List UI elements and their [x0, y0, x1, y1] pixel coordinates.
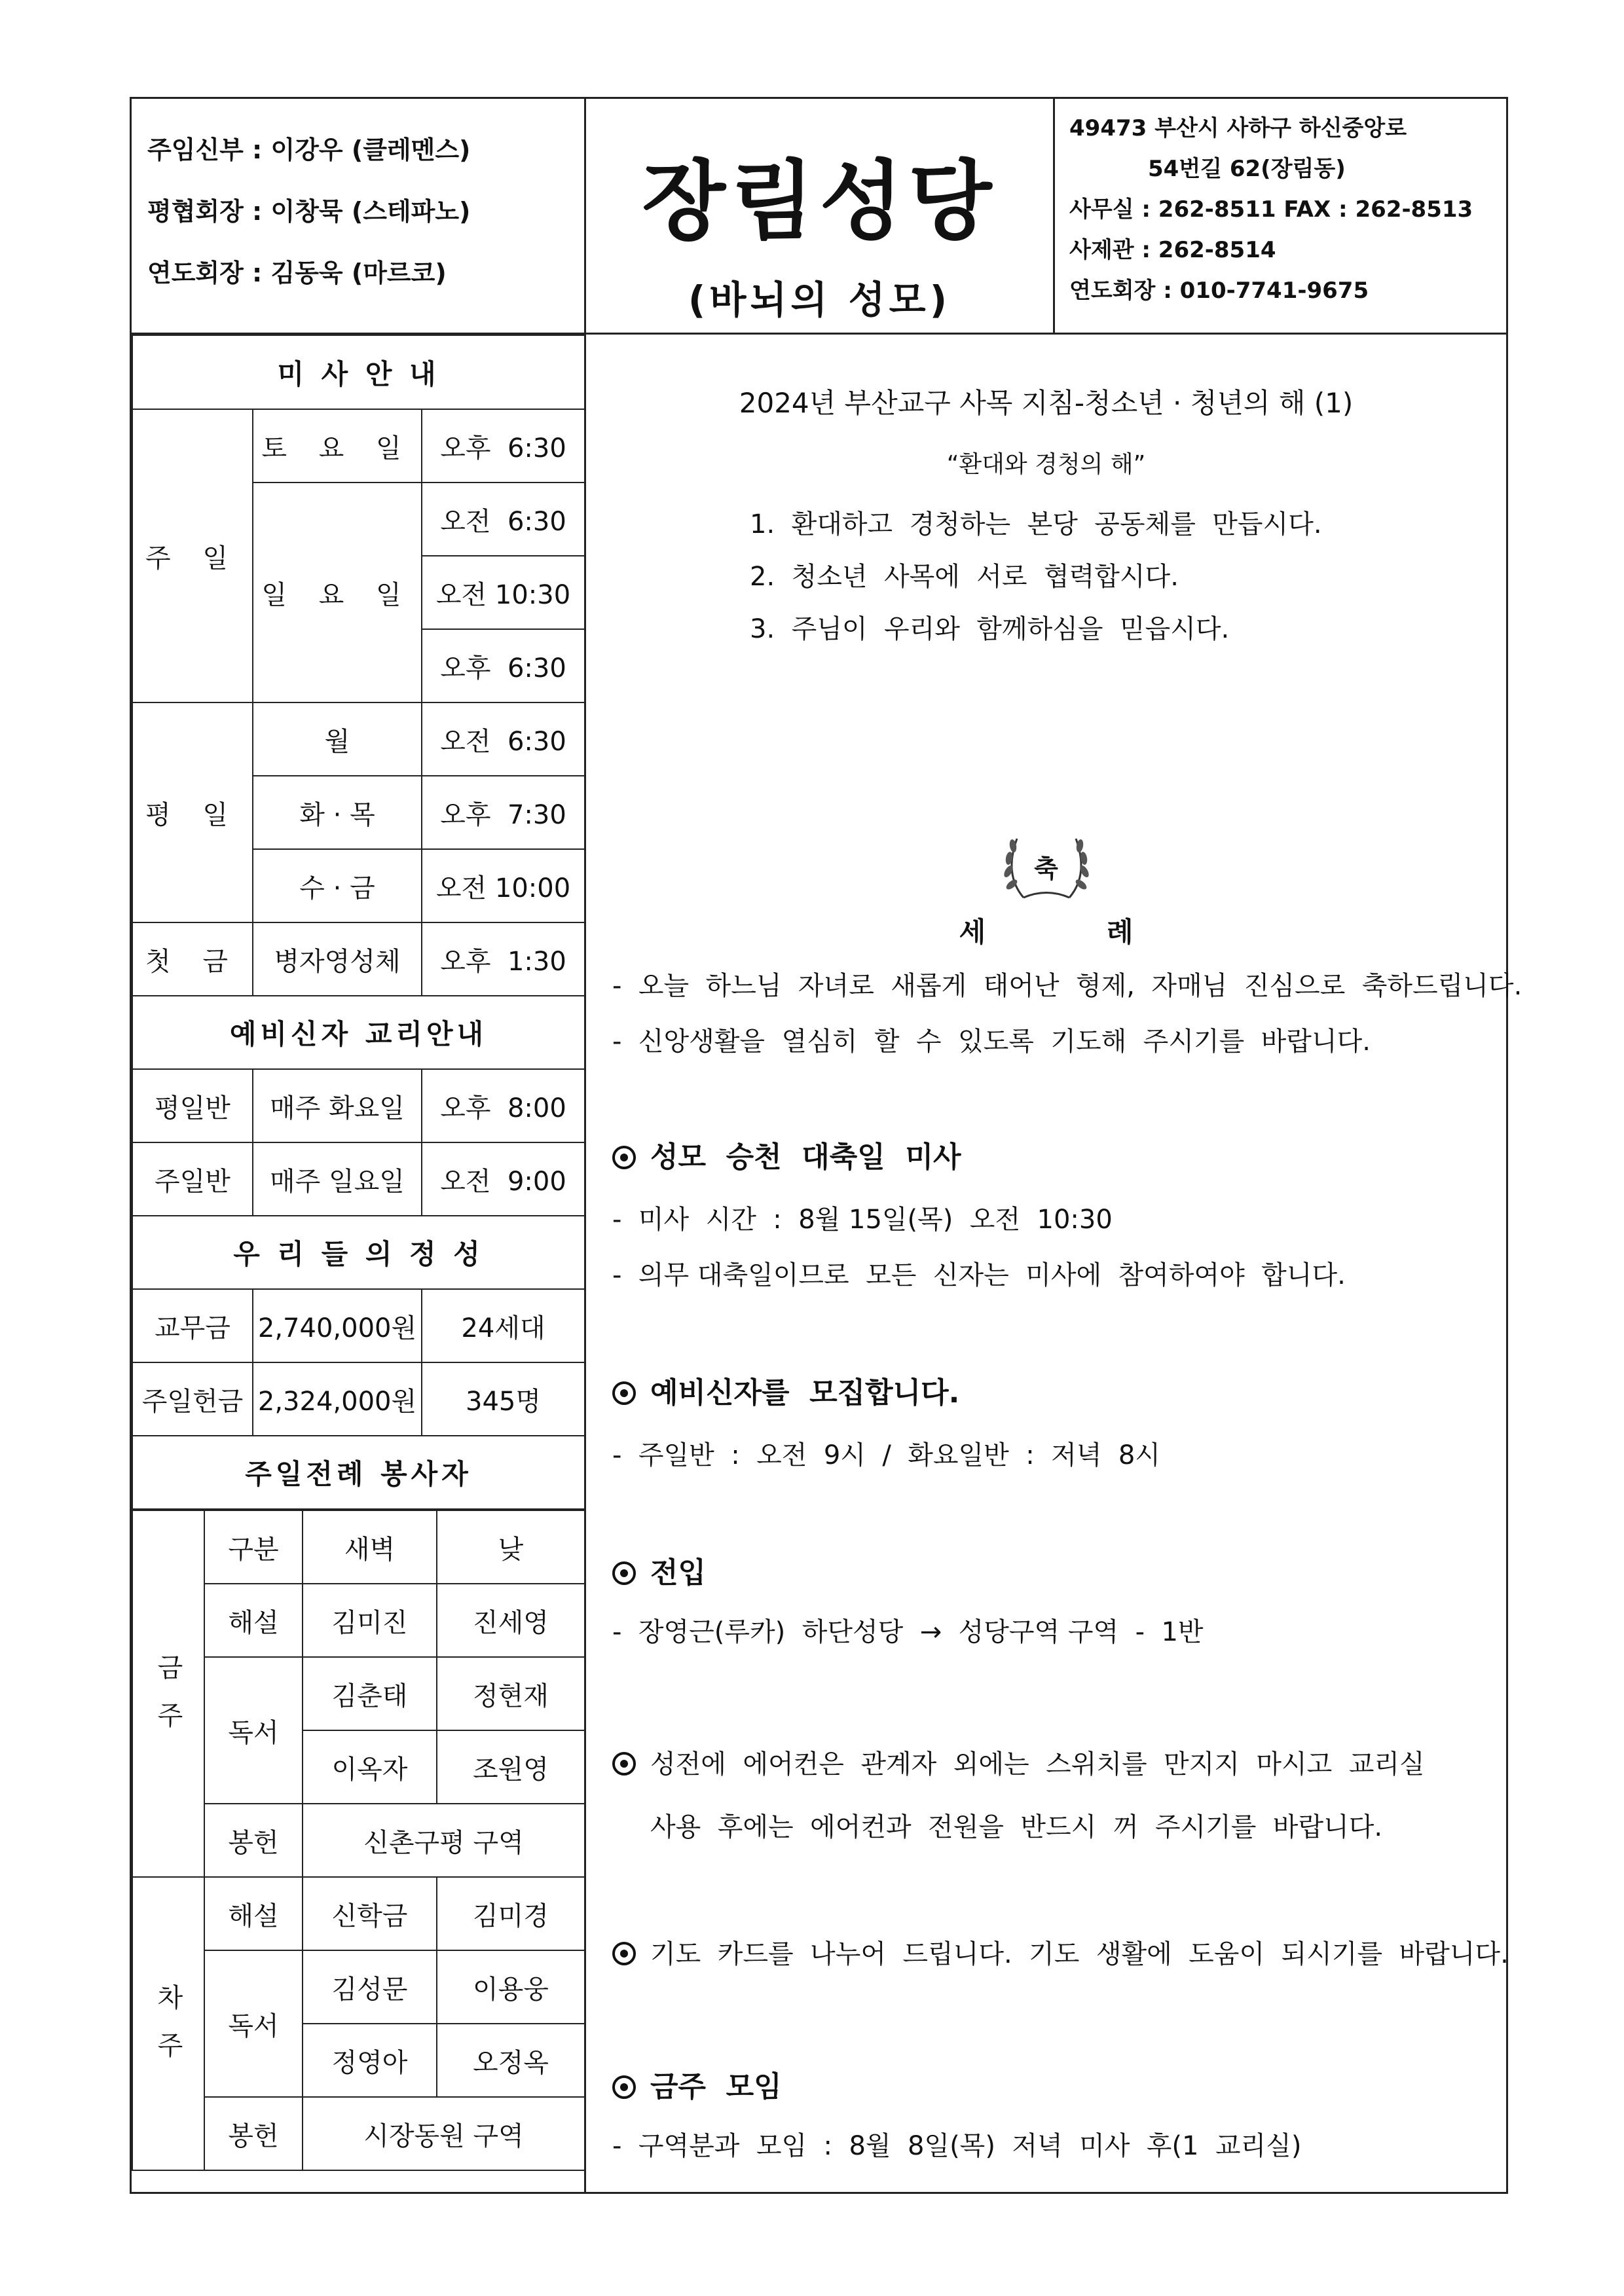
info-table: [132, 335, 585, 1510]
mass-day: 화 · 목: [253, 776, 422, 849]
aircon-line2: 사용 후에는 에어컨과 전원을 반드시 꺼 주시기를 바랍니다.: [650, 1812, 1383, 1842]
bullet-icon: [612, 1561, 636, 1585]
minister-name: 김미진: [303, 1584, 437, 1657]
weekday-label: 평 일: [132, 702, 253, 922]
baptism-title-right: 례: [1106, 916, 1134, 948]
minister-col-day: 낮: [437, 1510, 585, 1584]
role-label: 독서: [204, 1657, 303, 1804]
role-label: 해설: [204, 1877, 303, 1950]
catechumen-label: 평일반: [132, 1069, 253, 1142]
offering-label: 주일헌금: [132, 1362, 253, 1436]
minister-name: 김미경: [437, 1877, 585, 1950]
minister-name: 정영아: [303, 2024, 437, 2097]
council-president: 평협회장 : 이창묵 (스테파노): [147, 197, 471, 226]
this-week-label: 금 주: [132, 1510, 204, 1877]
mass-time: 오전 10:00: [422, 849, 585, 922]
pastoral-item: 1. 환대하고 경청하는 본당 공동체를 만듭시다.: [750, 509, 1322, 539]
baptism-line: - 신앙생활을 열심히 할 수 있도록 기도해 주시기를 바랍니다.: [612, 1027, 1371, 1057]
right-column: [586, 335, 1522, 2192]
address-line1: 49473 부산시 사하구 하신중앙로: [1069, 115, 1407, 141]
mass-time: 오후 6:30: [422, 629, 585, 702]
parish-title-block: [586, 99, 1055, 333]
catechumen-day: 매주 화요일: [253, 1069, 422, 1142]
offering-amount: 2,740,000원: [253, 1289, 422, 1362]
assumption-line: - 미사 시간 : 8월 15일(목) 오전 10:30: [612, 1205, 1113, 1235]
mass-time: 오후 1:30: [422, 922, 585, 996]
bullet-icon: [612, 1752, 636, 1776]
assumption-title: 성모 승천 대축일 미사: [650, 1140, 961, 1174]
bullet-icon: [612, 1942, 636, 1965]
prayer-card-line: 기도 카드를 나누어 드립니다. 기도 생활에 도움이 되시기를 바랍니다.: [650, 1939, 1509, 1969]
ministers-title: 주일전례 봉사자: [132, 1436, 585, 1509]
offering-count: 345명: [422, 1362, 585, 1436]
transfer-title: 전입: [650, 1556, 707, 1590]
pastoral-item: 3. 주님이 우리와 함께하심을 믿읍시다.: [750, 614, 1230, 644]
mass-time: 오전 6:30: [422, 702, 585, 776]
offering-district: 신촌구평 구역: [303, 1804, 585, 1877]
aircon-notice: [612, 1743, 1425, 1781]
recruit-line: - 주일반 : 오전 9시 / 화요일반 : 저녁 8시: [612, 1440, 1160, 1470]
mass-day: 병자영성체: [253, 922, 422, 996]
meeting-title: 금주 모임: [650, 2070, 782, 2104]
sunday-label: 주 일: [132, 409, 253, 702]
meeting-heading: [612, 2063, 782, 2105]
recruit-title: 예비신자를 모집합니다.: [650, 1376, 960, 1410]
catechumen-time: 오후 8:00: [422, 1069, 585, 1142]
next-week-label: 차 주: [132, 1877, 204, 2170]
minister-name: 이옥자: [303, 1730, 437, 1804]
bullet-icon: [612, 2075, 636, 2099]
header: [132, 99, 1506, 335]
elder-president: 연도회장 : 김동욱 (마르코): [147, 259, 447, 287]
baptism-title: [586, 911, 1506, 950]
office-phone: 사무실 : 262-8511 FAX : 262-8513: [1069, 196, 1473, 223]
bullet-icon: [612, 1146, 636, 1169]
bullet-icon: [612, 1381, 636, 1405]
mass-guide-title: 미 사 안 내: [132, 335, 585, 409]
assumption-line: - 의무 대축일이므로 모든 신자는 미사에 참여하여야 합니다.: [612, 1260, 1346, 1290]
patron: (바뇌의 성모): [688, 278, 951, 322]
rectory-phone: 사제관 : 262-8514: [1069, 237, 1276, 263]
offering-count: 24세대: [422, 1289, 585, 1362]
prayer-card-notice: [612, 1933, 1509, 1971]
parish-name: 장림성당: [642, 151, 997, 252]
assumption-heading: [612, 1133, 961, 1175]
baptism-title-left: 세: [959, 916, 986, 948]
address-line2: 54번길 62(장림동): [1148, 156, 1346, 182]
minister-name: 신학금: [303, 1877, 437, 1950]
minister-name: 김성문: [303, 1950, 437, 2024]
mass-day: 월: [253, 702, 422, 776]
transfer-heading: [612, 1549, 706, 1591]
minister-name: 정현재: [437, 1657, 585, 1730]
transfer-line: - 장영근(루카) 하단성당 → 성당구역 구역 - 1반: [612, 1617, 1204, 1647]
contact-info: [1055, 99, 1506, 333]
mass-time: 오전 10:30: [422, 556, 585, 629]
role-label: 봉헌: [204, 1804, 303, 1877]
mass-time: 오후 6:30: [422, 409, 585, 483]
pastor: 주임신부 : 이강우 (클레멘스): [147, 136, 471, 164]
pastoral-item: 2. 청소년 사목에 서로 협력합시다.: [750, 562, 1179, 592]
pastoral-motto: “환대와 경청의 해”: [946, 451, 1146, 478]
minister-name: 오정옥: [437, 2024, 585, 2097]
ministers-table: [132, 1510, 585, 2171]
role-label: 봉헌: [204, 2097, 303, 2170]
first-friday-label: 첫 금: [132, 922, 253, 996]
catechumen-label: 주일반: [132, 1142, 253, 1216]
minister-name: 김춘태: [303, 1657, 437, 1730]
elder-phone: 연도회장 : 010-7741-9675: [1069, 278, 1369, 304]
role-label: 해설: [204, 1584, 303, 1657]
mass-day: 수 · 금: [253, 849, 422, 922]
bulletin-frame: [130, 97, 1522, 2194]
minister-col-type: 구분: [204, 1510, 303, 1584]
offerings-title: 우 리 들 의 정 성: [132, 1216, 585, 1289]
catechumen-title: 예비신자 교리안내: [132, 996, 585, 1069]
pastoral-title: 2024년 부산교구 사목 지침-청소년 · 청년의 해 (1): [739, 387, 1354, 419]
catechumen-time: 오전 9:00: [422, 1142, 585, 1216]
baptism-badge: 축: [1034, 854, 1058, 883]
recruit-heading: [612, 1369, 959, 1411]
catechumen-day: 매주 일요일: [253, 1142, 422, 1216]
laurel-wreath-icon: [586, 822, 1506, 910]
clergy-info: [132, 99, 586, 333]
offering-amount: 2,324,000원: [253, 1362, 422, 1436]
mass-day: 토 요 일: [253, 409, 422, 483]
offering-district: 시장동원 구역: [303, 2097, 585, 2170]
baptism-line: - 오늘 하느님 자녀로 새롭게 태어난 형제, 자매님 진심으로 축하드립니다.: [612, 971, 1522, 1001]
minister-name: 조원영: [437, 1730, 585, 1804]
minister-name: 이용웅: [437, 1950, 585, 2024]
offering-label: 교무금: [132, 1289, 253, 1362]
aircon-line1: 성전에 에어컨은 관계자 외에는 스위치를 만지지 마시고 교리실: [650, 1749, 1425, 1779]
minister-name: 진세영: [437, 1584, 585, 1657]
mass-time: 오후 7:30: [422, 776, 585, 849]
meeting-line: - 구역분과 모임 : 8월 8일(목) 저녁 미사 후(1 교리실): [612, 2131, 1302, 2161]
mass-day: 일 요 일: [253, 483, 422, 702]
left-column: [132, 335, 586, 2192]
mass-time: 오전 6:30: [422, 483, 585, 556]
role-label: 독서: [204, 1950, 303, 2097]
minister-col-dawn: 새벽: [303, 1510, 437, 1584]
